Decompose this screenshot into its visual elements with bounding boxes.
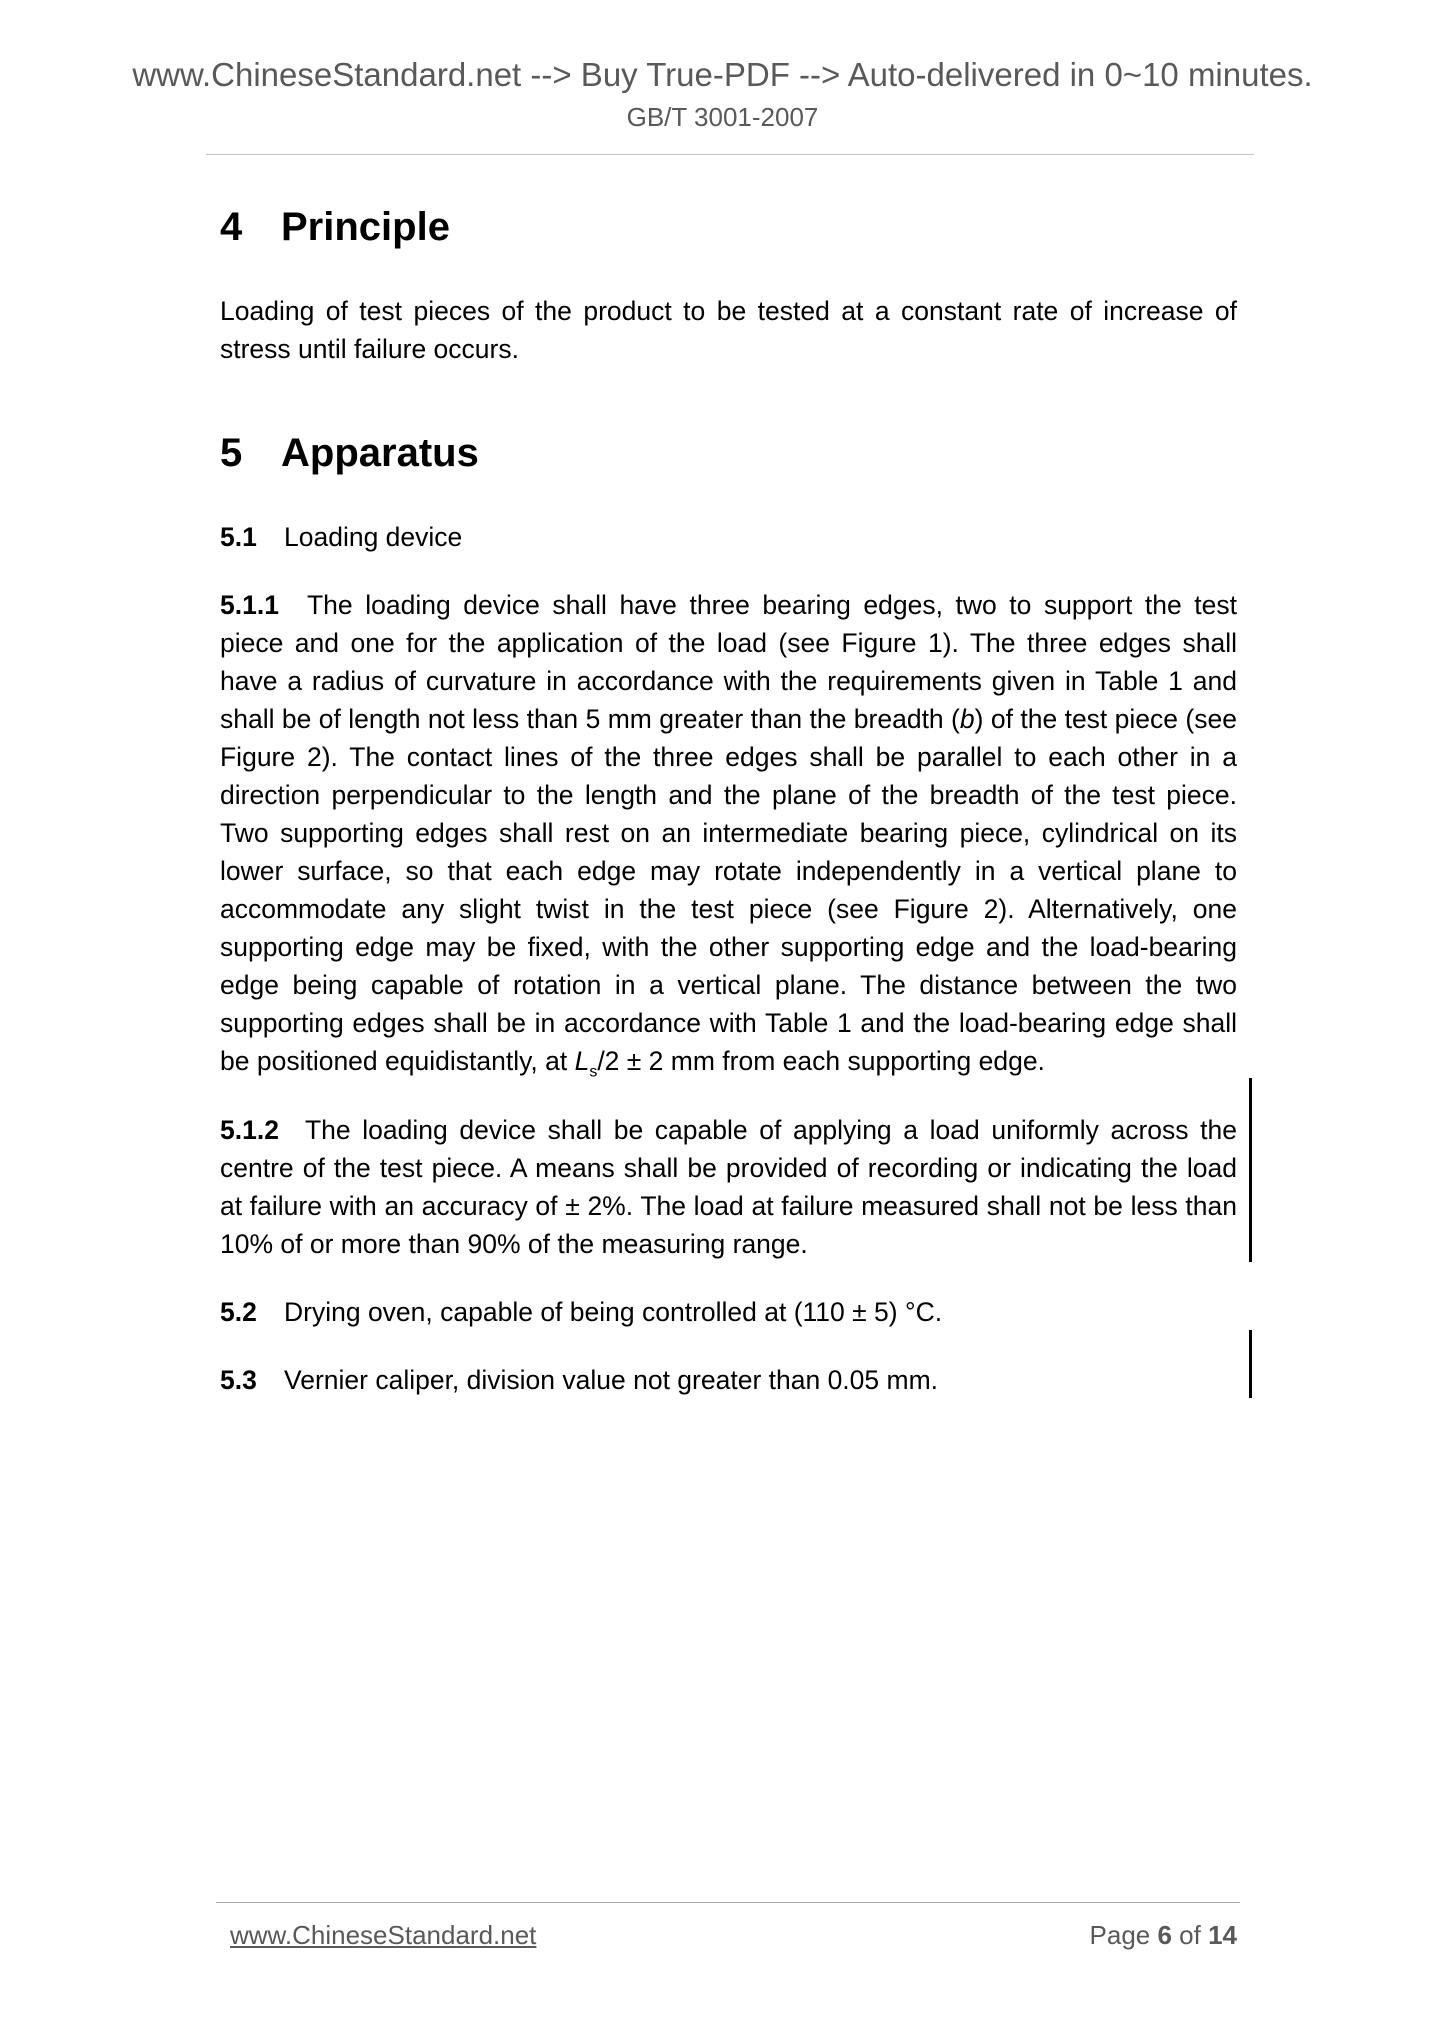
- page-prefix: Page: [1089, 1920, 1158, 1950]
- clause-5-1-1-text-a: The loading device shall have three bearing edges, two to support the test piece and one for the application of the load (see Figure 1). The three edges shall have a radius of curvature in accordance with the requirements given in Table 1 and shall be of length not less than 5 mm greater than the breadth (: [220, 590, 1237, 734]
- clause-5-2: [220, 1293, 1237, 1331]
- clause-5-3-text: Vernier caliper, division value not greater than 0.05 mm.: [284, 1365, 939, 1395]
- section-4-number: 4: [220, 205, 243, 249]
- clause-5-1-number: 5.1: [220, 522, 257, 552]
- clause-5-1-2: [220, 1111, 1237, 1263]
- clause-5-3: [220, 1361, 1237, 1399]
- page-number: [1090, 1922, 1237, 1948]
- section-5-title: Apparatus: [281, 431, 479, 475]
- variable-b: b: [959, 704, 975, 734]
- change-bar: [1249, 1330, 1252, 1398]
- section-4-heading: [220, 207, 450, 247]
- header-divider: [206, 154, 1254, 155]
- clause-5-2-number: 5.2: [220, 1297, 257, 1327]
- footer-divider: [216, 1902, 1240, 1903]
- variable-L: L: [574, 1046, 590, 1076]
- change-bar: [1249, 1078, 1252, 1262]
- clause-5-1-2-text: The loading device shall be capable of applying a load uniformly across the centre of the test piece. A means shall be provided of recording or indicating the load at failure with an accuracy of ± 2%. The load at failure measured shall not be less than 10% of or more than 90% of the measuring range.: [220, 1115, 1237, 1259]
- page-total: 14: [1208, 1920, 1237, 1950]
- clause-5-1: [220, 518, 1237, 556]
- header-banner: www.ChineseStandard.net --> Buy True-PDF --> Auto-delivered in 0~10 minutes.: [132, 56, 1313, 93]
- section-5-number: 5: [220, 431, 243, 475]
- subscript-s: s: [589, 1063, 598, 1081]
- section-4-title: Principle: [281, 205, 450, 249]
- section-4-text: Loading of test pieces of the product to be tested at a constant rate of increase of stress until failure occurs.: [220, 296, 1237, 364]
- clause-5-1-1-text-c: /2 ± 2 mm from each supporting edge.: [597, 1046, 1045, 1076]
- document-id: GB/T 3001-2007: [626, 102, 819, 132]
- clause-5-2-text: Drying oven, capable of being controlled at (110 ± 5) °C.: [284, 1297, 943, 1327]
- clause-5-1-1: [220, 586, 1237, 1091]
- section-5-heading: [220, 433, 479, 473]
- clause-5-3-number: 5.3: [220, 1365, 257, 1395]
- clause-5-1-2-number: 5.1.2: [220, 1115, 279, 1145]
- clause-5-1-1-text-b: ) of the test piece (see Figure 2). The contact lines of the three edges shall be parallel to each other in a direction perpendicular to the length and the plane of the breadth of the test piece. Two supporting edges shall rest on an intermediate bearing piece, cylindrical on its lower surface, so that each edge may rotate independently in a vertical plane to accommodate any slight twist in the test piece (see Figure 2). Alternatively, one supporting edge may be fixed, with the other supporting edge and the load-bearing edge being capable of rotation in a vertical plane. The distance between the two supporting edges shall be in accordance with Table 1 and the load-bearing edge shall be positioned equidistantly, at: [220, 704, 1237, 1076]
- clause-5-1-text: Loading device: [284, 522, 463, 552]
- clause-5-1-1-number: 5.1.1: [220, 590, 279, 620]
- page-middle: of: [1171, 1920, 1209, 1950]
- footer-site-link[interactable]: www.ChineseStandard.net: [230, 1920, 537, 1950]
- page-current: 6: [1157, 1920, 1172, 1950]
